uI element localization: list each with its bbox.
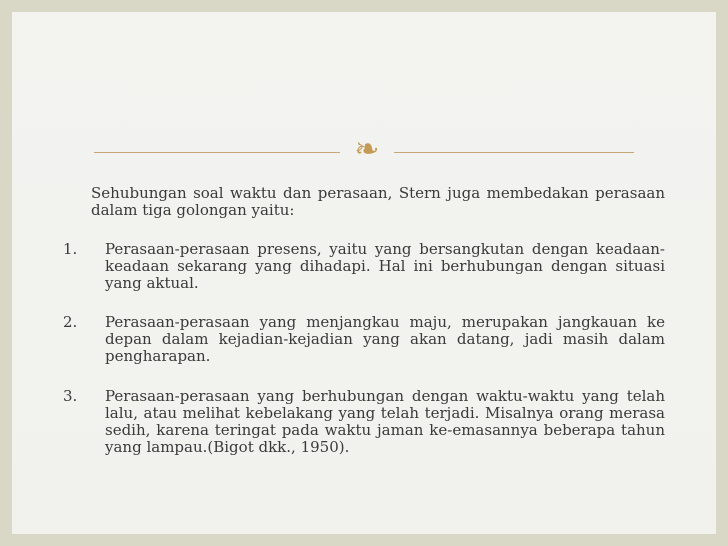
list-item-text: Perasaan-perasaan yang berhubungan dengan waktu-waktu yang telah lalu, atau melihat kebelakang yang telah terjadi. Misalnya orang merasa sedih, karena teringat pada waktu jaman ke-emasannya beberapa tahun yang lampau.(Bigot dkk., 1950). (105, 387, 665, 456)
list-item-number: 1. (63, 240, 78, 258)
list-item-text: Perasaan-perasaan yang menjangkau maju, merupakan jangkauan ke depan dalam kejadian-kejadian yang akan datang, jadi masih dalam pengharapan. (105, 313, 665, 365)
intro-paragraph: Sehubungan soal waktu dan perasaan, Stern juga membedakan perasaan dalam tiga golongan yaitu: (91, 184, 665, 219)
list-item-number: 2. (63, 313, 78, 331)
list-item-text: Perasaan-perasaan presens, yaitu yang bersangkutan dengan keadaan-keadaan sekarang yang dihadapi. Hal ini berhubungan dengan situasi yang aktual. (105, 240, 665, 292)
divider-left (94, 152, 340, 153)
floral-ornament-icon: ❧ (354, 132, 380, 167)
divider-right (394, 152, 634, 153)
list-item-number: 3. (63, 387, 78, 405)
